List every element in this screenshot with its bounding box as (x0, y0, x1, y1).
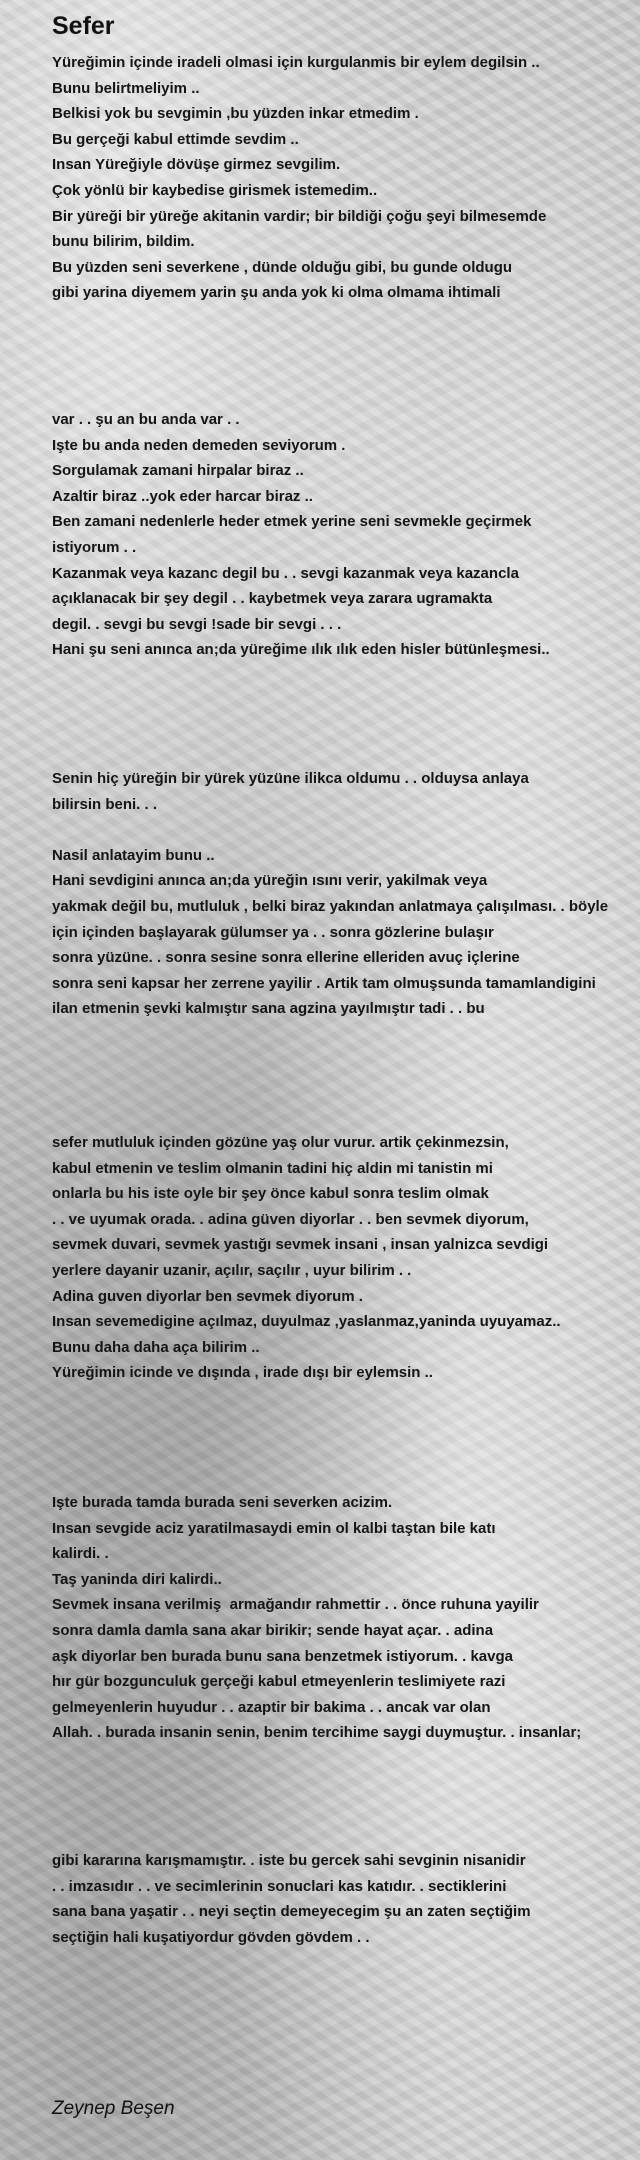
poem-line: açıklanacak bir şey degil . . kaybetmek veya zarara ugramakta (52, 590, 493, 608)
poem-line: Çok yönlü bir kaybedise girismek istemedim.. (52, 181, 378, 199)
poem-line: ilan etmenin şevki kalmıştır sana agzina yayılmıştır tadi . . bu (52, 1000, 485, 1018)
poem-line: Bu gerçeği kabul ettimde sevdim .. (52, 130, 299, 148)
poem-title: Sefer (52, 12, 115, 40)
poem-line: Azaltir biraz ..yok eder harcar biraz .. (52, 487, 313, 505)
poem-line: sonra seni kapsar her zerrene yayilir . Artik tam olmuşsunda tamamlandigini (52, 974, 596, 992)
poem-line: Insan sevemedigine açılmaz, duyulmaz ,yaslanmaz,yaninda uyuyamaz.. (52, 1313, 561, 1331)
poem-line: aşk diyorlar ben burada bunu sana benzetmek istiyorum. . kavga (52, 1647, 513, 1665)
poem-line: var . . şu an bu anda var . . (52, 411, 240, 428)
poem-line: Sorgulamak zamani hirpalar biraz .. (52, 462, 304, 480)
poem-line: Adina guven diyorlar ben sevmek diyorum . (52, 1287, 363, 1305)
stanza (52, 1130, 640, 1386)
poem-line: Hani sevdigini anınca an;da yüreğin ısını verir, yakilmak veya (52, 872, 488, 890)
poem-line: degil. . sevgi bu sevgi !sade bir sevgi . . . (52, 615, 342, 633)
poem-line: için içinden başlayarak gülumser ya . . sonra gözlerine bulaşır (52, 923, 494, 941)
poem-line: gibi kararına karışmamıştır. . iste bu gercek sahi sevginin nisanidir (52, 1852, 526, 1869)
poem-line: bunu bilirim, bildim. (52, 233, 195, 251)
stanza (52, 766, 640, 1022)
poem-line: yerlere dayanir uzanir, açılır, saçılır , uyur bilirim . . (52, 1261, 412, 1279)
author-name: Zeynep Beşen (52, 2098, 175, 2119)
poem-line: Sevmek insana verilmiş armağandır rahmettir . . önce ruhuna yayilir (52, 1596, 539, 1614)
poem-line: sonra yüzüne. . sonra sesine sonra ellerine elleriden avuç içlerine (52, 949, 520, 967)
poem-line: bilirsin beni. . . (52, 795, 158, 813)
poem-line: Ben zamani nedenlerle heder etmek yerine seni sevmekle geçirmek (52, 513, 532, 531)
stanza (52, 1490, 640, 1746)
stanza (52, 1848, 640, 1950)
poem-line: gibi yarina diyemem yarin şu anda yok ki olma olmama ihtimali (52, 284, 501, 302)
poem-line: Kazanmak veya kazanc degil bu . . sevgi kazanmak veya kazancla (52, 564, 519, 582)
stanza (52, 407, 640, 663)
poem-line: Nasil anlatayim bunu .. (52, 846, 215, 864)
poem-line: . . imzasıdır . . ve secimlerinin sonuclari kas katıdır. . sectiklerini (52, 1877, 507, 1895)
poem-line: Bu yüzden seni severkene , dünde olduğu gibi, bu gunde oldugu (52, 258, 513, 276)
poem-line: Işte burada tamda burada seni severken acizim. (52, 1494, 393, 1511)
poem-line: Yüreğimin içinde iradeli olmasi için kurgulanmis bir eylem degilsin .. (52, 54, 540, 71)
poem-line: Bunu belirtmeliyim .. (52, 79, 200, 97)
poem-line: Bir yüreği bir yüreğe akitanin vardir; bir bildiği çoğu şeyi bilmesemde (52, 207, 547, 225)
poem-line: Işte bu anda neden demeden seviyorum . (52, 436, 346, 454)
poem-line: onlarla bu his iste oyle bir şey önce kabul sonra teslim olmak (52, 1185, 489, 1203)
poem-line: hır gür bozgunculuk gerçeği kabul etmeyenlerin teslimiyete razi (52, 1673, 506, 1691)
poem-line: Taş yaninda diri kalirdi.. (52, 1570, 222, 1588)
poem-line: sefer mutluluk içinden gözüne yaş olur vurur. artik çekinmezsin, (52, 1134, 509, 1151)
poem-line: Senin hiç yüreğin bir yürek yüzüne ilikca oldumu . . olduysa anlaya (52, 770, 529, 787)
poem-line: sonra damla damla sana akar birikir; sende hayat açar. . adina (52, 1621, 494, 1639)
poem-line: kalirdi. . (52, 1545, 109, 1563)
poem-line (52, 817, 640, 843)
poem-line: kabul etmenin ve teslim olmanin tadini hiç aldin mi tanistin mi (52, 1159, 493, 1177)
poem-line: istiyorum . . (52, 538, 137, 556)
poem-line: sevmek duvari, sevmek yastığı sevmek insani , insan yalnizca sevdigi (52, 1236, 549, 1254)
poem-line: gelmeyenlerin huyudur . . azaptir bir bakima . . ancak var olan (52, 1698, 491, 1716)
poem-line: yakmak değil bu, mutluluk , belki biraz yakından anlatmaya çalışılması. . böyle (52, 897, 609, 915)
poem-line: Insan sevgide aciz yaratilmasaydi emin ol kalbi taştan bile katı (52, 1519, 496, 1537)
poem-line: Insan Yüreğiyle dövüşe girmez sevgilim. (52, 156, 341, 174)
poem-line: Yüreğimin icinde ve dışında , irade dışı bir eylemsin .. (52, 1364, 433, 1382)
poem-line: Allah. . burada insanin senin, benim tercihime saygi duymuştur. . insanlar; (52, 1724, 582, 1742)
poem-line: . . ve uyumak orada. . adina güven diyorlar . . ben sevmek diyorum, (52, 1210, 529, 1228)
poem-line: sana bana yaşatir . . neyi seçtin demeyecegim şu an zaten seçtiğim (52, 1903, 531, 1921)
poem-line: Belkisi yok bu sevgimin ,bu yüzden inkar etmedim . (52, 105, 419, 123)
stanza (52, 50, 640, 306)
poem-line: Bunu daha daha aça bilirim .. (52, 1338, 260, 1356)
poem-line: seçtiğin hali kuşatiyordur gövden gövdem . . (52, 1928, 370, 1946)
poem-line: Hani şu seni anınca an;da yüreğime ılık ılık eden hisler bütünleşmesi.. (52, 641, 550, 659)
